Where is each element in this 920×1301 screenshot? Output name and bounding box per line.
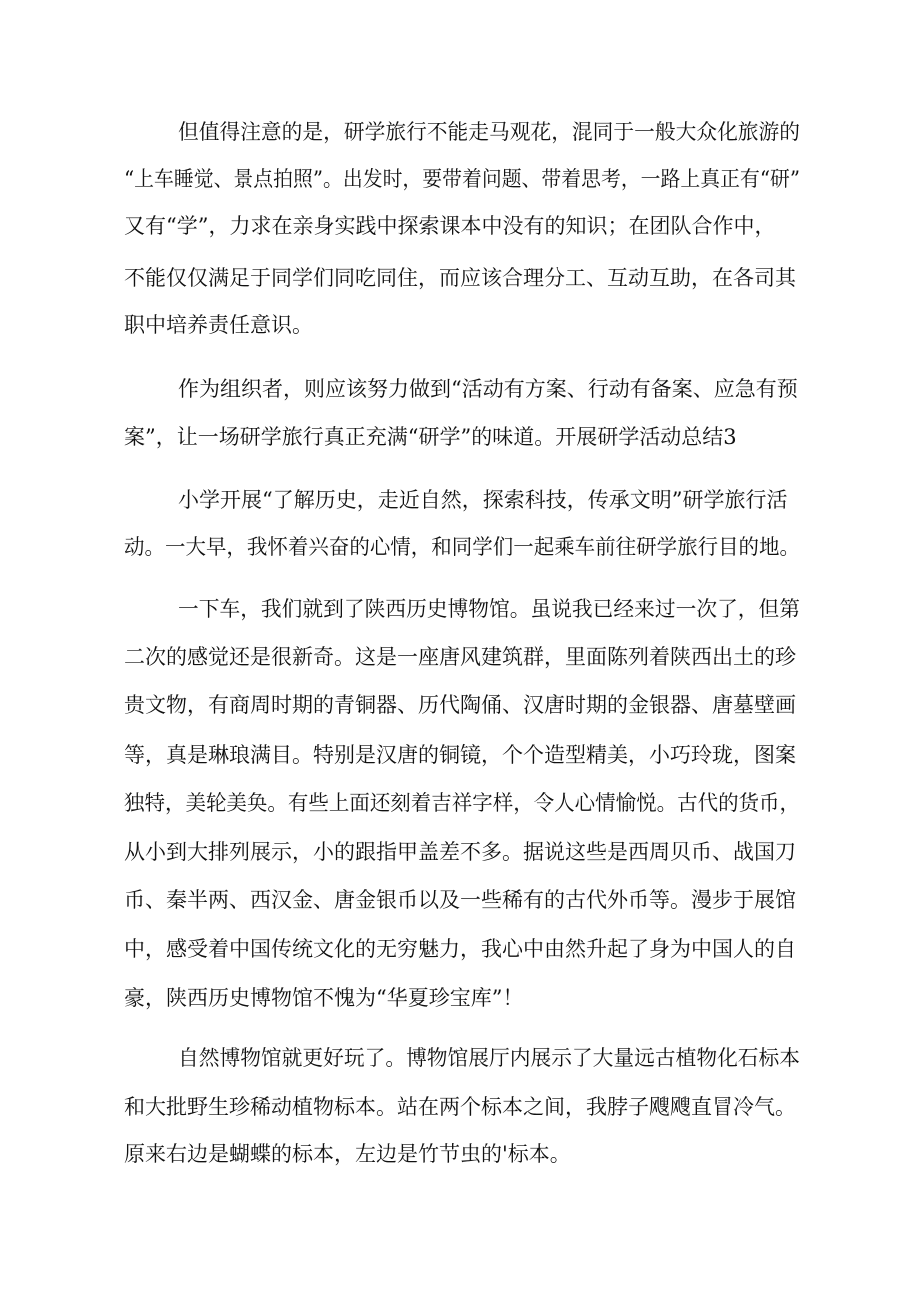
text-line: 和大批野生珍稀动植物标本。站在两个标本之间，我脖子飕飕直冒冷气。 xyxy=(124,1095,796,1119)
text-line: 又有“学”，力求在亲身实践中探索课本中没有的知识；在团队合作中， xyxy=(124,214,776,238)
text-line: 贵文物，有商周时期的青铜器、历代陶俑、汉唐时期的金银器、唐墓壁画 xyxy=(124,693,796,717)
text-line: 原来右边是蝴蝶的标本，左边是竹节虫的'标本。 xyxy=(124,1142,571,1166)
text-line: 不能仅仅满足于同学们同吃同住，而应该合理分工、互动互助，在各司其 xyxy=(124,266,796,290)
text-line: 一下车，我们就到了陕西历史博物馆。虽说我已经来过一次了，但第 xyxy=(178,597,800,621)
text-line: 作为组织者，则应该努力做到“活动有方案、行动有备案、应急有预 xyxy=(178,377,798,401)
text-line: 小学开展“了解历史，走近自然，探索科技，传承文明”研学旅行活 xyxy=(178,488,788,512)
text-line: 动。一大早，我怀着兴奋的心情，和同学们一起乘车前往研学旅行目的地。 xyxy=(124,535,801,559)
text-line: 二次的感觉还是很新奇。这是一座唐风建筑群，里面陈列着陕西出土的珍 xyxy=(124,645,796,669)
text-line: “上车睡觉、景点拍照”。出发时，要带着问题、带着思考，一路上真正有“研” xyxy=(124,167,800,191)
text-line: 案”，让一场研学旅行真正充满“研学”的味道。开展研学活动总结3 xyxy=(124,425,737,449)
text-line: 但值得注意的是，研学旅行不能走马观花，混同于一般大众化旅游的 xyxy=(178,120,800,144)
text-line: 豪，陕西历史博物馆不愧为“华夏珍宝库”！ xyxy=(124,986,524,1010)
text-line: 币、秦半两、西汉金、唐金银币以及一些稀有的古代外币等。漫步于展馆 xyxy=(124,888,796,912)
text-line: 中，感受着中国传统文化的无穷魅力，我心中由然升起了身为中国人的自 xyxy=(124,937,796,961)
text-line: 等，真是琳琅满目。特别是汉唐的铜镜，个个造型精美，小巧玲珑，图案 xyxy=(124,743,796,767)
text-line: 独特，美轮美奂。有些上面还刻着吉祥字样，令人心情愉悦。古代的货币， xyxy=(124,791,801,815)
text-line: 职中培养责任意识。 xyxy=(124,313,313,337)
text-line: 自然博物馆就更好玩了。博物馆展厅内展示了大量远古植物化石标本 xyxy=(178,1046,800,1070)
text-line: 从小到大排列展示，小的跟指甲盖差不多。据说这些是西周贝币、战国刀 xyxy=(124,840,796,864)
